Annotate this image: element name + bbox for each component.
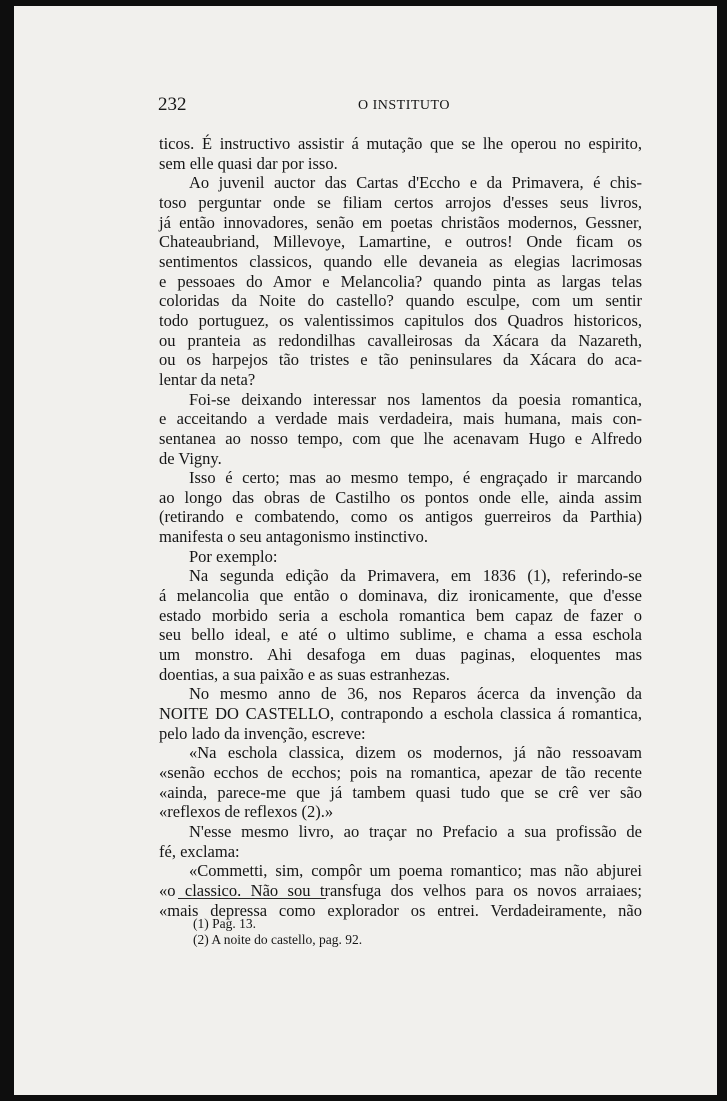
text-line: (retirando e combatendo, como os antigos guerreiros da Parthia)	[159, 507, 642, 527]
text-line: «senão ecchos de ecchos; pois na romantica, apezar de tão recente	[159, 763, 642, 782]
text-line: e pessoaes do Amor e Melancolia? quando pinta as largas telas	[159, 271, 642, 291]
footnote: (1) Pag. 13.	[193, 916, 256, 931]
text-line: lentar da neta?	[159, 369, 256, 389]
book-page	[14, 6, 717, 1095]
running-title: O INSTITUTO	[358, 98, 450, 113]
text-line: e acceitando a verdade mais verdadeira, mais humana, mais con-	[159, 409, 642, 429]
text-line: pelo lado da invenção, escreve:	[159, 723, 366, 743]
text-line: coloridas da Noite do castello? quando esculpe, com um sentir	[159, 291, 642, 311]
text-line: «ainda, parece-me que já tambem quasi tudo que se crê ver são	[159, 782, 642, 802]
text-line: NOITE DO CASTELLO, contrapondo a eschola classica á romantica,	[159, 704, 642, 724]
text-line: de Vigny.	[159, 448, 222, 468]
text-line: «o classico. Não sou transfuga dos velhos para os novos arraiaes;	[159, 880, 642, 900]
text-line: toso perguntar onde se filiam certos arrojos d'esses seus livros,	[159, 192, 642, 212]
text-line: sentanea ao nosso tempo, com que lhe acenavam Hugo e Alfredo	[159, 428, 642, 448]
text-line: Por exemplo:	[189, 546, 278, 566]
footnote-divider	[178, 898, 326, 899]
text-line: fé, exclama:	[159, 841, 240, 861]
text-line: «reflexos de reflexos (2).»	[159, 802, 334, 822]
text-line: um monstro. Ahi desafoga em duas paginas, eloquentes mas	[159, 645, 642, 665]
text-line: ou os harpejos tão tristes e tão peninsulares da Xácara do aca-	[159, 350, 642, 370]
text-line: doentias, a sua paixão e as suas estranhezas.	[159, 664, 450, 684]
text-line: Isso é certo; mas ao mesmo tempo, é engraçado ir marcando	[189, 468, 642, 488]
page-header	[158, 94, 642, 120]
page-number: 232	[158, 94, 187, 115]
text-line: N'esse mesmo livro, ao traçar no Prefacio a sua profissão de	[189, 821, 642, 841]
body-text	[159, 134, 642, 920]
text-line: «Na eschola classica, dizem os modernos, já não ressoavam	[189, 743, 642, 763]
text-line: Ao juvenil auctor das Cartas d'Eccho e da Primavera, é chis-	[189, 173, 642, 193]
text-line: sem elle quasi dar por isso.	[159, 153, 338, 173]
text-line: ou pranteia as redondilhas cavalleirosas da Xácara da Nazareth,	[159, 330, 642, 350]
text-line: todo portuguez, os valentissimos capitulos dos Quadros historicos,	[159, 310, 642, 330]
text-line: já então innovadores, senão em poetas christãos modernos, Gessner,	[159, 212, 642, 232]
text-line: á melancolia que então o dominava, diz ironicamente, que d'esse	[159, 586, 642, 606]
text-line: ao longo das obras de Castilho os pontos onde elle, ainda assim	[159, 487, 642, 507]
text-line: estado morbido seria a eschola romantica bem capaz de fazer o	[159, 605, 642, 625]
text-line: ticos. É instructivo assistir á mutação que se lhe operou no espirito,	[159, 134, 642, 153]
text-line: seu bello ideal, e até o ultimo sublime, e chama a essa eschola	[159, 625, 642, 645]
text-line: manifesta o seu antagonismo instinctivo.	[159, 527, 428, 547]
text-line: No mesmo anno de 36, nos Reparos ácerca da invenção da	[189, 684, 642, 704]
footnote: (2) A noite do castello, pag. 92.	[193, 932, 363, 947]
text-line: Na segunda edição da Primavera, em 1836 (1), referindo-se	[189, 566, 642, 586]
text-line: «Commetti, sim, compôr um poema romantico; mas não abjurei	[189, 861, 642, 881]
text-line: Foi-se deixando interessar nos lamentos da poesia romantica,	[189, 389, 642, 409]
text-line: sentimentos classicos, quando elle devaneia as elegias lacrimosas	[159, 251, 642, 271]
text-line: «mais depressa como explorador os entrei. Verdadeiramente, não	[159, 900, 642, 920]
footnotes	[193, 916, 493, 948]
text-line: Chateaubriand, Millevoye, Lamartine, e outros! Onde ficam os	[159, 232, 642, 252]
